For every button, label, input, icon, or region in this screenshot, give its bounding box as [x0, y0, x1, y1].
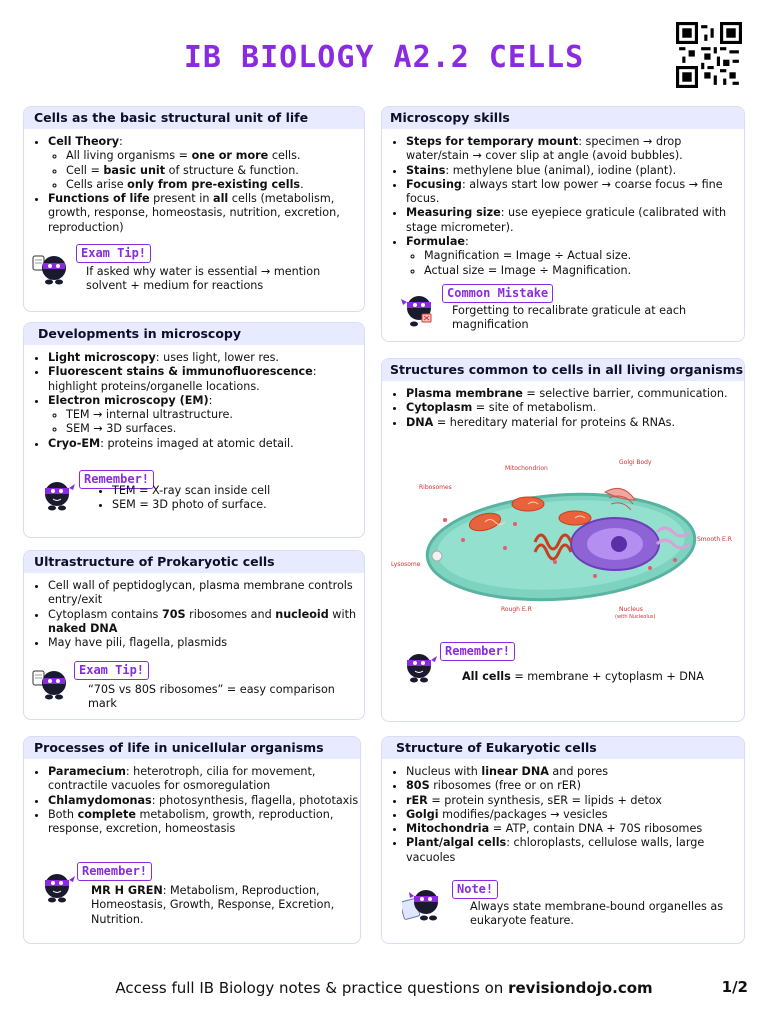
note-tip [400, 880, 740, 934]
animal-cell-diagram [385, 452, 741, 624]
list-item: ◦ All living organisms = one or more cells. [66, 149, 364, 163]
list-item: ◦ TEM → internal ultrastructure. [66, 408, 364, 422]
list-item: • 80S ribosomes (free or on rER) [406, 779, 744, 793]
list-item: • Cell Theory: ◦ All living organisms = one or more cells. ◦ Cell = basic unit of structure & function. ◦ Cells arise only from pre-existing cells. [48, 135, 364, 192]
list-item: • DNA = hereditary material for proteins & RNAs. [406, 416, 744, 430]
list-item: • Chlamydomonas: photosynthesis, flagella, phototaxis [48, 794, 360, 808]
footer-text: Access full IB Biology notes & practice questions on revisiondojo.com [115, 979, 653, 997]
list-item: • Functions of life present in all cells (metabolism, growth, response, homeostasis, nutrition, excretion, reproduction) [48, 192, 364, 235]
qr-code-icon[interactable] [676, 22, 742, 88]
list-item: • Stains: methylene blue (animal), iodine (plant). [406, 164, 744, 178]
list-item: • Focusing: always start low power → coarse focus → fine focus. [406, 178, 744, 207]
remember-tip-3 [398, 642, 738, 692]
ninja-mascot-icon [32, 248, 70, 288]
bullet-list [24, 579, 364, 650]
exam-tip-tag: Exam Tip! [76, 244, 151, 263]
list-item: • Both complete metabolism, growth, reproduction, response, excretion, homeostasis [48, 808, 360, 837]
ninja-mascot-icon [402, 884, 440, 924]
remember-tag: Remember! [77, 862, 152, 881]
label-smooth-er: Smooth E.R [697, 536, 732, 543]
exam-tip-text: “70S vs 80S ribosomes” = easy comparison mark [88, 683, 335, 711]
list-item: • Formulae: ◦ Magnification = Image ÷ Actual size. ◦ Actual size = Image ÷ Magnification. [406, 235, 744, 278]
list-item: • SEM = 3D photo of surface. [112, 498, 372, 512]
bullet-list [24, 135, 364, 235]
exam-tip-tag: Exam Tip! [74, 661, 149, 680]
list-item: • Golgi modifies/packages → vesicles [406, 808, 744, 822]
common-mistake-tip [398, 284, 738, 336]
list-item: • Light microscopy: uses light, lower res. [48, 351, 364, 365]
list-item: • Plant/algal cells: chloroplasts, cellulose walls, large vacuoles [406, 836, 744, 865]
card-title: Structures common to cells in all living organisms [382, 359, 744, 381]
list-item: ◦ Cell = basic unit of structure & function. [66, 164, 364, 178]
label-mitochondrion: Mitochondrion [505, 465, 548, 472]
note-text: Always state membrane-bound organelles as eukaryote feature. [470, 900, 724, 928]
bullet-list [382, 387, 744, 430]
remember-tag: Remember! [440, 642, 515, 661]
ninja-mascot-icon [400, 290, 438, 330]
list-item: ◦ Magnification = Image ÷ Actual size. [424, 249, 744, 263]
card-title: Microscopy skills [382, 107, 744, 129]
card-title: Structure of Eukaryotic cells [382, 737, 744, 759]
list-item: • Electron microscopy (EM): ◦ TEM → internal ultrastructure. ◦ SEM → 3D surfaces. [48, 394, 364, 437]
label-rough-er: Rough E.R [501, 606, 532, 613]
remember-tip-2 [34, 862, 354, 934]
page-number: 1/2 [721, 978, 748, 996]
label-golgi-body: Golgi Body [619, 459, 652, 466]
card-title: Processes of life in unicellular organisms [24, 737, 360, 759]
list-item: • Plasma membrane = selective barrier, communication. [406, 387, 744, 401]
site-link[interactable]: revisiondojo.com [508, 979, 653, 997]
card-title: Developments in microscopy [24, 323, 364, 345]
list-item: • rER = protein synthesis, sER = lipids + detox [406, 794, 744, 808]
card-title: Ultrastructure of Prokaryotic cells [24, 551, 364, 573]
list-item: • Cell wall of peptidoglycan, plasma membrane controls entry/exit [48, 579, 364, 608]
remember-tip-1 [34, 470, 360, 530]
ninja-mascot-icon [32, 663, 70, 703]
exam-tip-text: If asked why water is essential → mention solvent + medium for reactions [86, 265, 321, 293]
remember-tag: Remember! [79, 470, 154, 489]
label-nucleolus: (with Nucleolus) [615, 614, 656, 620]
exam-tip-1 [30, 244, 360, 304]
note-tag: Note! [452, 880, 498, 899]
ninja-mascot-icon [400, 646, 438, 686]
bullet-list [382, 765, 744, 865]
list-item: • Fluorescent stains & immunofluorescence: highlight proteins/organelle locations. [48, 365, 364, 394]
label-nucleus: Nucleus [619, 606, 643, 613]
common-mistake-tag: Common Mistake [442, 284, 553, 303]
list-item: • Cytoplasm contains 70S ribosomes and nucleoid with naked DNA [48, 608, 364, 637]
ninja-mascot-icon [38, 474, 76, 514]
card-title: Cells as the basic structural unit of life [24, 107, 364, 129]
list-item: ◦ SEM → 3D surfaces. [66, 422, 364, 436]
list-item: • TEM = X-ray scan inside cell [112, 484, 372, 498]
label-lysosome: Lysosome [391, 561, 421, 568]
ninja-mascot-icon [38, 866, 76, 906]
remember-text: MR H GREN: Metabolism, Reproduction, Homeostasis, Growth, Response, Excretion, Nutrition. [91, 884, 335, 926]
list-item: • Nucleus with linear DNA and pores [406, 765, 744, 779]
cell-illustration [385, 452, 741, 624]
common-mistake-text: Forgetting to recalibrate graticule at each magnification [452, 304, 687, 332]
exam-tip-2 [30, 661, 360, 717]
list-item: • Paramecium: heterotroph, cilia for movement, contractile vacuoles for osmoregulation [48, 765, 360, 794]
list-item: • Cryo-EM: proteins imaged at atomic detail. [48, 437, 364, 451]
list-item: • Measuring size: use eyepiece graticule (calibrated with stage micrometer). [406, 206, 744, 235]
list-item: • May have pili, flagella, plasmids [48, 636, 364, 650]
list-item: • Cytoplasm = site of metabolism. [406, 401, 744, 415]
list-item: ◦ Actual size = Image ÷ Magnification. [424, 264, 744, 278]
list-item: • Mitochondria = ATP, contain DNA + 70S ribosomes [406, 822, 744, 836]
bullet-list [382, 135, 744, 278]
list-item: • Steps for temporary mount: specimen → drop water/stain → cover slip at angle (avoid bubbles). [406, 135, 744, 164]
list-item: ◦ Cells arise only from pre-existing cells. [66, 178, 364, 192]
bullet-list [24, 765, 360, 836]
page-title: IB BIOLOGY A2.2 CELLS [183, 40, 585, 75]
label-ribosomes: Ribosomes [419, 484, 452, 491]
bullet-list [24, 351, 364, 451]
bullet-list [88, 484, 372, 513]
remember-text: All cells = membrane + cytoplasm + DNA [462, 670, 704, 683]
